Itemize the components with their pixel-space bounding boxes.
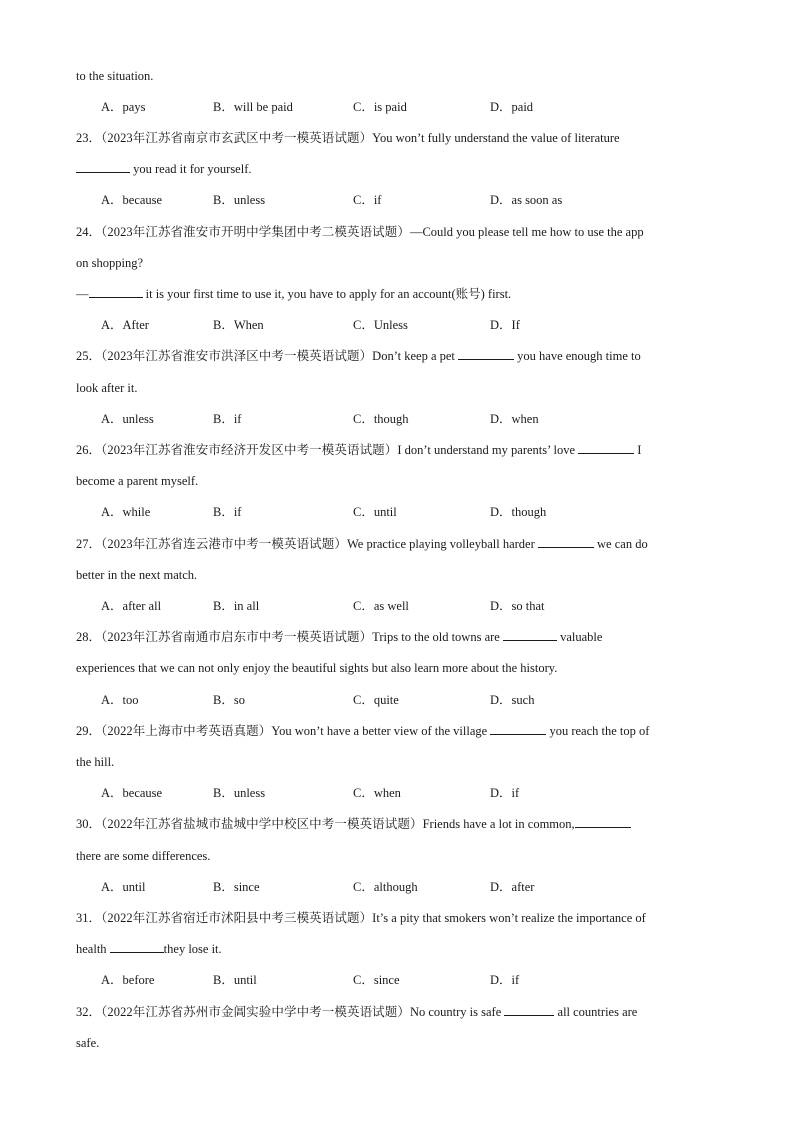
option-a[interactable]: A．because [101,193,163,207]
option-b[interactable]: B．will be paid [213,100,293,114]
question-text: Don’t keep a pet [372,349,455,363]
question-23: 23．（2023年江苏省南京市玄武区中考一模英语试题）You won’t fully understand the value of literature [76,131,620,145]
question-24-line3 [76,286,718,302]
option-c[interactable]: C．as well [353,599,409,613]
question-text-cont: we can do [597,537,648,551]
question-text: I don’t understand my parents’ love [397,443,575,457]
intro-tail: to the situation. [76,69,154,83]
question-text-cont: it is your first time to use it, you have to apply for an account(账号) first. [145,287,512,301]
question-text: You won’t fully understand the value of literature [372,131,620,145]
question-text: Trips to the old towns are [372,630,500,644]
question-source: （2023年江苏省淮安市经济开发区中考一模英语试题） [101,443,398,457]
question-number: 24 [76,225,89,239]
question-32: 32．（2022年江苏省苏州市金阊实验中学中考一模英语试题）No country is safe all countries are [76,1005,638,1019]
question-text: Friends have a lot in common, [422,817,575,831]
question-number: 31 [76,911,89,925]
question-source: （2022年江苏省宿迁市沭阳县中考三模英语试题） [101,911,373,925]
question-source: （2022年江苏省苏州市金阊实验中学中考一模英语试题） [101,1005,410,1019]
option-c[interactable]: C．until [353,505,397,519]
option-c[interactable]: C．though [353,412,409,426]
option-c[interactable]: C．since [353,973,400,987]
question-text-cont: health [76,942,107,956]
question-text-cont: I [637,443,642,457]
question-31: 31．（2022年江苏省宿迁市沭阳县中考三模英语试题）It’s a pity that smokers won’t realize the importance of [76,911,646,925]
answer-blank[interactable] [504,1004,554,1016]
option-d[interactable]: D．If [490,318,520,332]
question-number: 30 [76,817,89,831]
answer-blank[interactable] [575,816,631,828]
answer-blank[interactable] [538,536,594,548]
question-25: 25．（2023年江苏省淮安市洪泽区中考一模英语试题）Don’t keep a pet you have enough time to [76,349,641,363]
question-26-line2: become a parent myself. [76,474,199,488]
option-b[interactable]: B．if [213,412,242,426]
question-29-line2: the hill. [76,755,115,769]
question-text: We practice playing volleyball harder [346,537,535,551]
question-text-cont: you have enough time to [517,349,641,363]
dash: — [76,287,89,301]
option-a[interactable]: A．after all [101,599,162,613]
option-a[interactable]: A．while [101,505,151,519]
option-a[interactable]: A．because [101,786,163,800]
option-c[interactable]: C．quite [353,693,399,707]
option-c[interactable]: C．Unless [353,318,408,332]
question-32-line2: safe. [76,1036,100,1050]
option-c[interactable]: C．if [353,193,382,207]
option-d[interactable]: D．paid [490,100,534,114]
option-d[interactable]: D．though [490,505,547,519]
question-source: （2023年江苏省南通市启东市中考一模英语试题） [101,630,373,644]
question-number: 28 [76,630,89,644]
question-text-cont: valuable [560,630,603,644]
question-31-line2 [76,941,718,957]
question-28-line2: experiences that we can not only enjoy the beautiful sights but also learn more about the history. [76,661,558,675]
option-b[interactable]: B．until [213,973,257,987]
question-text-cont: you read it for yourself. [133,162,252,176]
question-24-line2: on shopping? [76,256,144,270]
question-text: No country is safe [409,1005,502,1019]
question-29: 29．（2022年上海市中考英语真题）You won’t have a better view of the village you reach the top of [76,724,650,738]
answer-blank[interactable] [89,286,143,298]
question-number: 29 [76,724,89,738]
question-number: 27 [76,537,89,551]
option-d[interactable]: D．if [490,786,520,800]
option-d[interactable]: D．when [490,412,539,426]
question-source: （2023年江苏省南京市玄武区中考一模英语试题） [101,131,373,145]
answer-blank[interactable] [578,442,634,454]
option-a[interactable]: A．unless [101,412,154,426]
question-source: （2023年江苏省淮安市开明中学集团中考二模英语试题） [101,225,410,239]
question-27: 27．（2023年江苏省连云港市中考一模英语试题）We practice playing volleyball harder we can do [76,537,648,551]
question-number: 23 [76,131,89,145]
answer-blank[interactable] [76,161,130,173]
option-b[interactable]: B．so [213,693,245,707]
question-30-line2: there are some differences. [76,849,211,863]
question-25-line2: look after it. [76,381,138,395]
question-28: 28．（2023年江苏省南通市启东市中考一模英语试题）Trips to the old towns are valuable [76,630,603,644]
question-24: 24．（2023年江苏省淮安市开明中学集团中考二模英语试题）—Could you please tell me how to use the app [76,225,644,239]
option-b[interactable]: B．since [213,880,260,894]
answer-blank[interactable] [490,723,546,735]
question-23-line2 [76,161,718,177]
question-text-cont: you reach the top of [549,724,650,738]
option-a[interactable]: A．too [101,693,139,707]
option-d[interactable]: D．so that [490,599,545,613]
option-a[interactable]: A．until [101,880,146,894]
option-b[interactable]: B．unless [213,786,266,800]
question-text: It’s a pity that smokers won’t realize the importance of [372,911,646,925]
question-27-line2: better in the next match. [76,568,198,582]
option-b[interactable]: B．if [213,505,242,519]
option-d[interactable]: D．after [490,880,535,894]
question-30: 30．（2022年江苏省盐城市盐城中学中校区中考一模英语试题）Friends have a lot in common, [76,816,718,832]
option-d[interactable]: D．as soon as [490,193,563,207]
question-number: 26 [76,443,89,457]
option-a[interactable]: A．before [101,973,155,987]
question-text: You won’t have a better view of the village [271,724,488,738]
question-source: （2022年上海市中考英语真题） [101,724,272,738]
option-d[interactable]: D．such [490,693,535,707]
question-source: （2023年江苏省连云港市中考一模英语试题） [101,537,347,551]
question-number: 25 [76,349,89,363]
option-c[interactable]: C．when [353,786,401,800]
option-b[interactable]: B．When [213,318,264,332]
question-text-cont: all countries are [557,1005,638,1019]
option-b[interactable]: B．in all [213,599,260,613]
option-c[interactable]: C．is paid [353,100,407,114]
option-b[interactable]: B．unless [213,193,266,207]
question-source: （2023年江苏省淮安市洪泽区中考一模英语试题） [101,349,373,363]
option-d[interactable]: D．if [490,973,520,987]
option-c[interactable]: C．although [353,880,418,894]
question-text: —Could you please tell me how to use the app [409,225,644,239]
answer-blank[interactable] [503,629,557,641]
question-source: （2022年江苏省盐城市盐城中学中校区中考一模英语试题） [101,817,423,831]
question-text-cont2: they lose it. [163,942,222,956]
question-26: 26．（2023年江苏省淮安市经济开发区中考一模英语试题）I don’t understand my parents’ love I [76,443,642,457]
answer-blank[interactable] [458,348,514,360]
answer-blank[interactable] [110,941,164,953]
option-a[interactable]: A．pays [101,100,146,114]
option-a[interactable]: A．After [101,318,149,332]
question-number: 32 [76,1005,89,1019]
